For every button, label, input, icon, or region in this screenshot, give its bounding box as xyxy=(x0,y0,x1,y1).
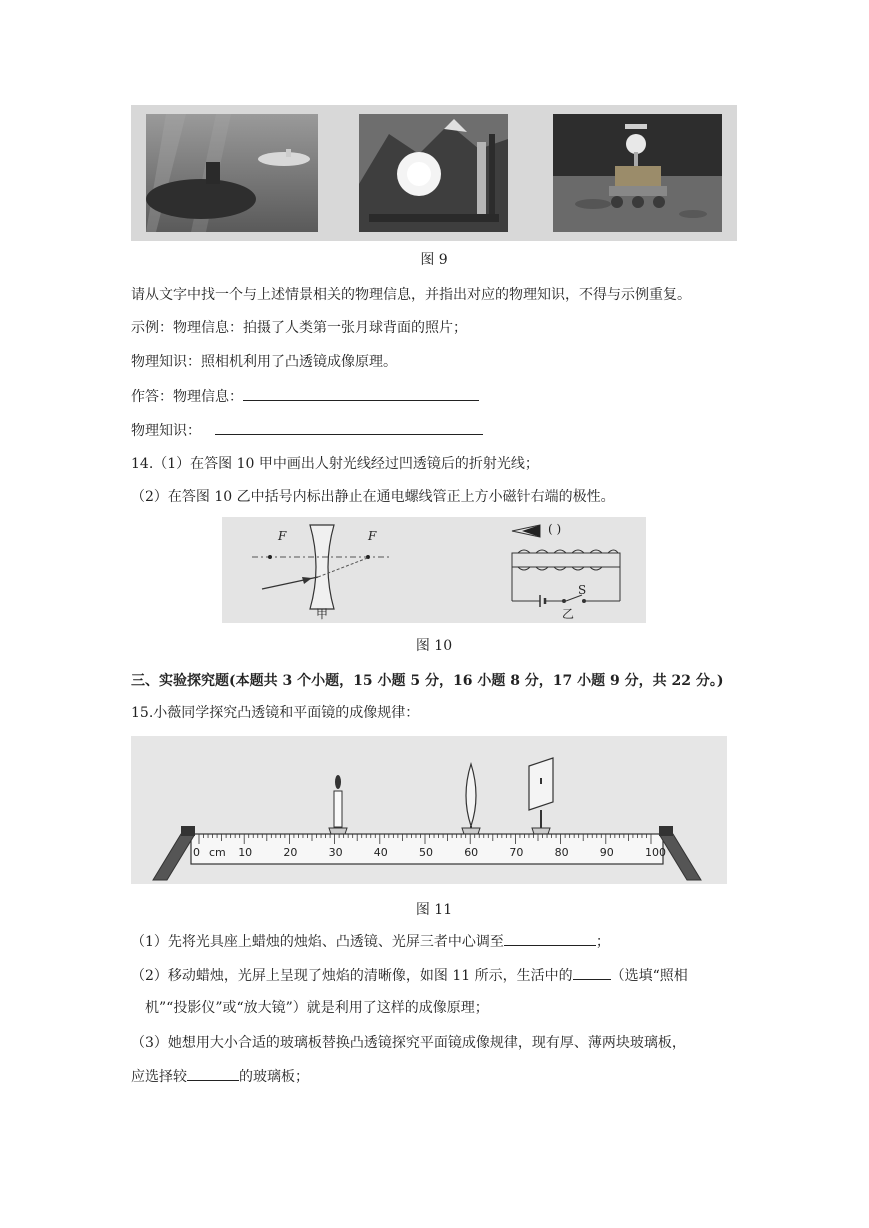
q14-part2: （2）在答图 10 乙中括号内标出静止在通电螺线管正上方小磁针右端的极性。 xyxy=(131,489,615,505)
scale-label: 30 xyxy=(328,846,343,859)
optical-bench xyxy=(131,736,727,884)
figure-9-photo-strip xyxy=(131,105,737,241)
answer-knowledge-row xyxy=(131,420,483,441)
q15-part3-end: 的玻璃板； xyxy=(239,1069,309,1085)
polarity-bracket[interactable]: ( ) xyxy=(548,522,562,536)
focal-point-left-label: F xyxy=(278,529,287,543)
figure-11 xyxy=(131,736,727,884)
q15-intro: 15.小薇同学探究凸透镜和平面镜的成像规律： xyxy=(131,705,420,721)
q15-part2-text: （2）移动蜡烛，光屏上呈现了烛焰的清晰像，如图 11 所示，生活中的 xyxy=(131,968,573,984)
example-info: 示例：物理信息：拍摄了人类第一张月球背面的照片； xyxy=(131,320,467,336)
q14-part1: 14.（1）在答图 10 甲中画出人射光线经过凹透镜后的折射光线； xyxy=(131,456,539,472)
scale-label: 0 xyxy=(193,846,200,859)
answer-info-row xyxy=(131,386,479,407)
section-3-heading: 三、实验探究题(本题共 3 个小题，15 小题 5 分，16 小题 8 分，17 小题 9 分，共 22 分。) xyxy=(131,673,724,689)
scale-label: 20 xyxy=(283,846,298,859)
scale-label: 90 xyxy=(599,846,614,859)
scale-label: 80 xyxy=(554,846,569,859)
q15-part2-continued: 机”“投影仪”或“放大镜”）就是利用了这样的成像原理； xyxy=(145,1000,489,1016)
submarine-photo xyxy=(146,114,318,232)
q15-part1-blank[interactable] xyxy=(504,931,596,946)
scale-unit: cm xyxy=(209,846,226,859)
figure-10-caption: 图 10 xyxy=(415,638,453,654)
q15-part2-options: （选填“照相 xyxy=(610,968,688,984)
q15-part3: （3）她想用大小合适的玻璃板替换凸透镜探究平面镜成像规律，现有厚、薄两块玻璃板， xyxy=(131,1035,686,1051)
figure-10 xyxy=(222,517,646,623)
q15-part2-blank[interactable] xyxy=(573,965,611,980)
scale-label: 100 xyxy=(645,846,666,859)
q15-part2 xyxy=(131,965,688,986)
q15-part3-answer xyxy=(131,1066,309,1087)
figure-9-caption: 图 9 xyxy=(420,252,448,268)
focal-point-right-label: F xyxy=(368,529,377,543)
answer-knowledge-label: 物理知识： xyxy=(131,423,201,439)
q15-part1 xyxy=(131,931,610,952)
answer-knowledge-blank[interactable] xyxy=(215,420,483,435)
answer-info-blank[interactable] xyxy=(243,386,479,401)
q15-part1-text: （1）先将光具座上蜡烛的烛焰、凸透镜、光屏三者中心调至 xyxy=(131,934,504,950)
label-jia: 甲 xyxy=(316,607,329,621)
q15-part1-end: ； xyxy=(595,934,610,950)
example-knowledge: 物理知识：照相机利用了凸透镜成像原理。 xyxy=(131,354,397,370)
scale-label: 50 xyxy=(419,846,433,859)
scale-label: 60 xyxy=(464,846,479,859)
figure-11-caption: 图 11 xyxy=(415,902,453,918)
label-yi: 乙 xyxy=(562,607,575,621)
lunar-rover-photo xyxy=(553,114,722,232)
switch-label: S xyxy=(578,583,587,597)
scale-label: 70 xyxy=(509,846,524,859)
scale-label: 10 xyxy=(238,846,253,859)
answer-info-label: 作答：物理信息： xyxy=(131,389,243,405)
rocket-launch-photo xyxy=(359,114,508,232)
question-line: 请从文字中找一个与上述情景相关的物理信息，并指出对应的物理知识，不得与示例重复。 xyxy=(131,287,691,303)
q15-part3-text: 应选择较 xyxy=(131,1069,187,1085)
q15-part3-blank[interactable] xyxy=(187,1066,239,1081)
scale-label: 40 xyxy=(373,846,388,859)
